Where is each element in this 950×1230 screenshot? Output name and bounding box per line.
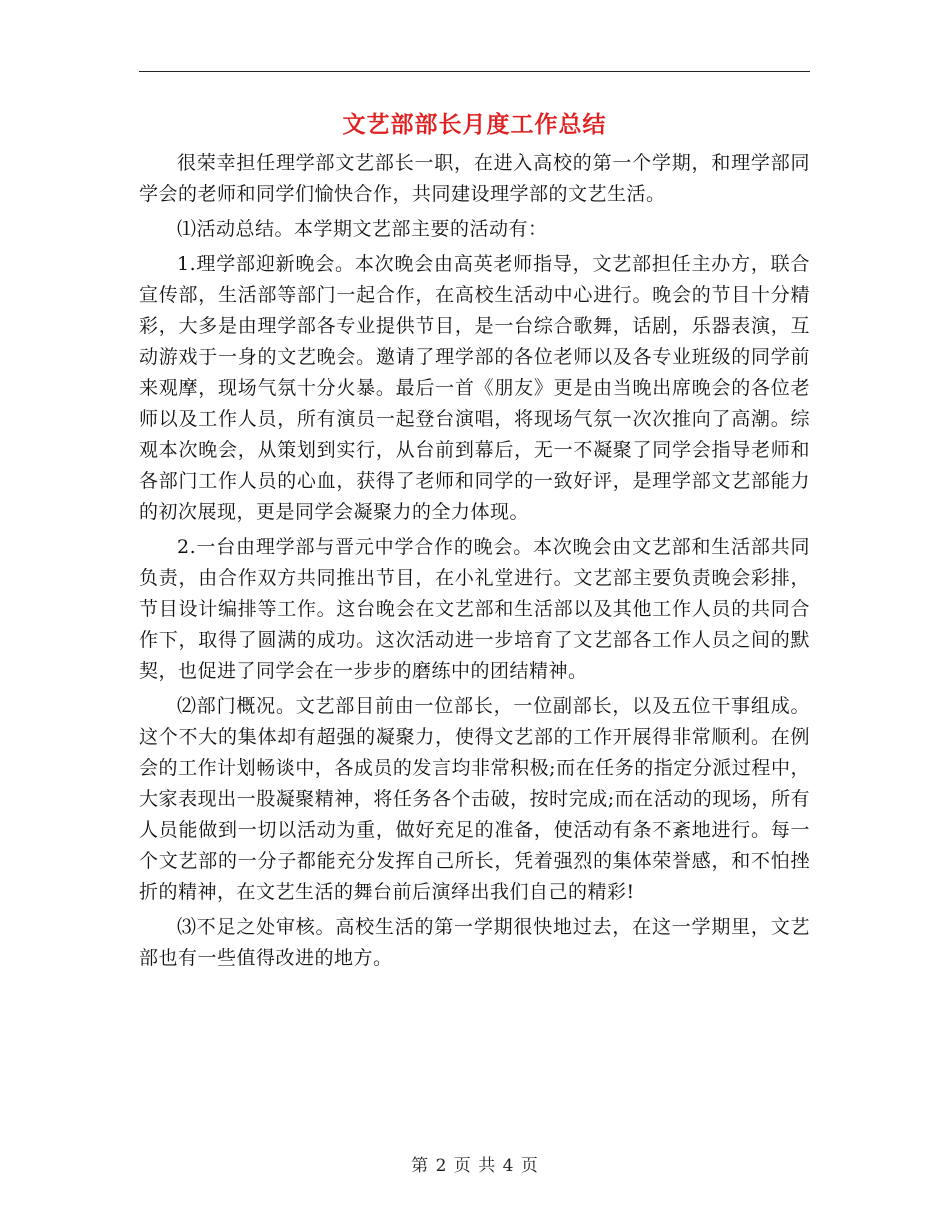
paragraph-intro: 很荣幸担任理学部文艺部长一职，在进入高校的第一个学期，和理学部同学会的老师和同学们愉快合作，共同建设理学部的文艺生活。 xyxy=(139,152,810,205)
page-number: 第 2 页 共 4 页 xyxy=(411,1156,539,1176)
paragraph-shortcomings: ⑶不足之处审核。高校生活的第一学期很快地过去，在这一学期里，文艺部也有一些值得改进的地方。 xyxy=(139,916,810,969)
paragraph-activity-summary: ⑴活动总结。本学期文艺部主要的活动有： xyxy=(177,218,548,240)
paragraph-department-overview: ⑵部门概况。文艺部目前由一位部长，一位副部长，以及五位干事组成。这个不大的集体却有超强的凝聚力，使得文艺部的工作开展得非常顺利。在例会的工作计划畅谈中，各成员的发言均非常积极;而在任务的指定分派过程中，大家表现出一股凝聚精神，将任务各个击破，按时完成;而在活动的现场，所有人员能做到一切以活动为重，做好充足的准备，使活动有条不紊地进行。每一个文艺部的一分子都能充分发挥自己所长，凭着强烈的集体荣誉感，和不怕挫折的精神，在文艺生活的舞台前后演绎出我们自己的精彩! xyxy=(139,695,810,903)
header-rule xyxy=(139,71,810,72)
document-body xyxy=(139,148,810,974)
document-title: 文艺部部长月度工作总结 xyxy=(342,111,607,138)
paragraph-welcome-party: 1.理学部迎新晚会。本次晚会由高英老师指导，文艺部担任主办方，联合宣传部，生活部等部门一起合作，在高校生活动中心进行。晚会的节目十分精彩，大多是由理学部各专业提供节目，是一台综合歌舞，话剧，乐器表演，互动游戏于一身的文艺晚会。邀请了理学部的各位老师以及各专业班级的同学前来观摩，现场气氛十分火暴。最后一首《朋友》更是由当晚出席晚会的各位老师以及工作人员，所有演员一起登台演唱，将现场气氛一次次推向了高潮。综观本次晚会，从策划到实行，从台前到幕后，无一不凝聚了同学会指导老师和各部门工作人员的心血，获得了老师和同学的一致好评，是理学部文艺部能力的初次展现，更是同学会凝聚力的全力体现。 xyxy=(139,253,810,523)
paragraph-joint-party: 2.一台由理学部与晋元中学合作的晚会。本次晚会由文艺部和生活部共同负责，由合作双方共同推出节目，在小礼堂进行。文艺部主要负责晚会彩排，节目设计编排等工作。这台晚会在文艺部和生活部以及其他工作人员的共同合作下，取得了圆满的成功。这次活动进一步培育了文艺部各工作人员之间的默契，也促进了同学会在一步步的磨练中的团结精神。 xyxy=(139,536,810,682)
